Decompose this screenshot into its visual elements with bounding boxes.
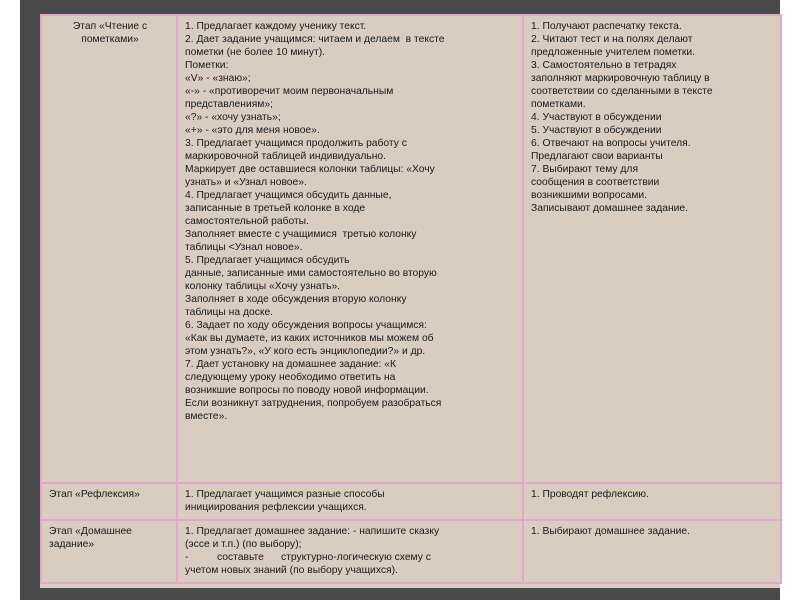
cell-text-line: «+» - «это для меня новое». bbox=[185, 125, 320, 136]
cell-text-line: маркировочной таблицей индивидуально. bbox=[185, 151, 386, 162]
cell-text-line: записанные в третьей колонке в ходе bbox=[185, 203, 366, 214]
cell-text-line: Если возникнут затруднения, попробуем разобраться bbox=[185, 398, 442, 409]
cell-text-line: - составьте структурно-логическую схему с bbox=[185, 552, 431, 563]
cell-text-line: Пометки: bbox=[185, 60, 229, 71]
cell-text-line: «V» - «знаю»; bbox=[185, 73, 251, 84]
cell-text-line: Этап «Домашнее bbox=[49, 526, 132, 537]
cell-text-line: 1. Предлагает учащимся разные способы bbox=[185, 489, 385, 500]
cell-text-line: Предлагают свои варианты bbox=[531, 151, 663, 162]
cell-text-line: таблицы <Узнал новое». bbox=[185, 242, 303, 253]
cell-text-line: предложенные учителем пометки. bbox=[531, 47, 696, 58]
cell-text-line: сообщения в соответствии bbox=[531, 177, 660, 188]
cell-text-line: 6. Задает по ходу обсуждения вопросы учащимся: bbox=[185, 320, 427, 331]
cell-text-line: Заполняет в ходе обсуждения вторую колонку bbox=[185, 294, 407, 305]
teacher-activity-cell bbox=[177, 520, 523, 583]
stage-cell bbox=[41, 483, 177, 520]
lesson-stages-table bbox=[40, 14, 782, 584]
cell-text-line: 5. Предлагает учащимся обсудить bbox=[185, 255, 350, 266]
cell-text-line: учетом новых знаний (по выбору учащихся). bbox=[185, 565, 398, 576]
cell-text-line: «Как вы думаете, из каких источников мы можем об bbox=[185, 333, 434, 344]
cell-text-line: «?» - «хочу узнать»; bbox=[185, 112, 281, 123]
cell-text-line: пометки (не более 10 минут). bbox=[185, 47, 326, 58]
cell-text-line: возникшие вопросы по поводу новой информации. bbox=[185, 385, 429, 396]
cell-text-line: заполняют маркировочную таблицу в bbox=[531, 73, 710, 84]
cell-text-line: «-» - «противоречит моим первоначальным bbox=[185, 86, 394, 97]
cell-text-line: соответствии со сделанными в тексте bbox=[531, 86, 713, 97]
table-row-homework-stage bbox=[41, 520, 781, 583]
cell-text-line: колонку таблицы «Хочу узнать». bbox=[185, 281, 341, 292]
cell-text-line: самостоятельной работы. bbox=[185, 216, 309, 227]
cell-text-line: возникшими вопросами. bbox=[531, 190, 648, 201]
cell-text-line: 4. Участвуют в обсуждении bbox=[531, 112, 662, 123]
cell-text-line: 7. Выбирают тему для bbox=[531, 164, 639, 175]
cell-text-line: следующему уроку необходимо ответить на bbox=[185, 372, 396, 383]
cell-text-line: 6. Отвечают на вопросы учителя. bbox=[531, 138, 691, 149]
cell-text-line: 1. Проводят рефлексию. bbox=[531, 489, 649, 500]
cell-text-line: 7. Дает установку на домашнее задание: «К bbox=[185, 359, 397, 370]
cell-text-line: задание» bbox=[49, 539, 95, 550]
teacher-activity-cell bbox=[177, 15, 523, 483]
stage-cell bbox=[41, 15, 177, 483]
table-row-reflection-stage bbox=[41, 483, 781, 520]
cell-text-line: 1. Выбирают домашнее задание. bbox=[531, 526, 690, 537]
cell-text-line: 1. Получают распечатку текста. bbox=[531, 21, 682, 32]
cell-text-line: 3. Предлагает учащимся продолжить работу с bbox=[185, 138, 407, 149]
cell-text-line: Этап «Рефлексия» bbox=[49, 489, 140, 500]
cell-text-line: Записывают домашнее задание. bbox=[531, 203, 688, 214]
cell-text-line: таблицы на доске. bbox=[185, 307, 274, 318]
student-activity-cell bbox=[523, 15, 781, 483]
student-activity-cell bbox=[523, 520, 781, 583]
cell-text-line: (эссе и т.п.) (по выбору); bbox=[185, 539, 302, 550]
cell-text-line: инициирования рефлексии учащихся. bbox=[185, 502, 367, 513]
cell-text-line: 5. Участвуют в обсуждении bbox=[531, 125, 662, 136]
cell-text-line: 2. Читают тест и на полях делают bbox=[531, 34, 693, 45]
cell-text-line: 4. Предлагает учащимся обсудить данные, bbox=[185, 190, 392, 201]
cell-text-line: представлениям»; bbox=[185, 99, 273, 110]
cell-text-line: 1. Предлагает домашнее задание: - напишите сказку bbox=[185, 526, 440, 537]
cell-text-line: 2. Дает задание учащимся: читаем и делаем в тексте bbox=[185, 34, 445, 45]
cell-text-line: вместе». bbox=[185, 411, 228, 422]
cell-text-line: данные, записанные ими самостоятельно во вторую bbox=[185, 268, 437, 279]
teacher-activity-cell bbox=[177, 483, 523, 520]
cell-text-line: 3. Самостоятельно в тетрадях bbox=[531, 60, 677, 71]
table-row-reading-stage bbox=[41, 15, 781, 483]
cell-text-line: этом узнать?», «У кого есть энциклопедии?» и др. bbox=[185, 346, 426, 357]
student-activity-cell bbox=[523, 483, 781, 520]
cell-text-line: Этап «Чтение с bbox=[72, 21, 148, 32]
cell-text-line: Заполняет вместе с учащимися третью колонку bbox=[185, 229, 417, 240]
stage-cell bbox=[41, 520, 177, 583]
cell-text-line: пометками. bbox=[531, 99, 586, 110]
cell-text-line: 1. Предлагает каждому ученику текст. bbox=[185, 21, 367, 32]
cell-text-line: пометками» bbox=[81, 34, 139, 45]
cell-text-line: узнать» и «Узнал новое». bbox=[185, 177, 307, 188]
cell-text-line: Маркирует две оставшиеся колонки таблицы: «Хочу bbox=[185, 164, 435, 175]
